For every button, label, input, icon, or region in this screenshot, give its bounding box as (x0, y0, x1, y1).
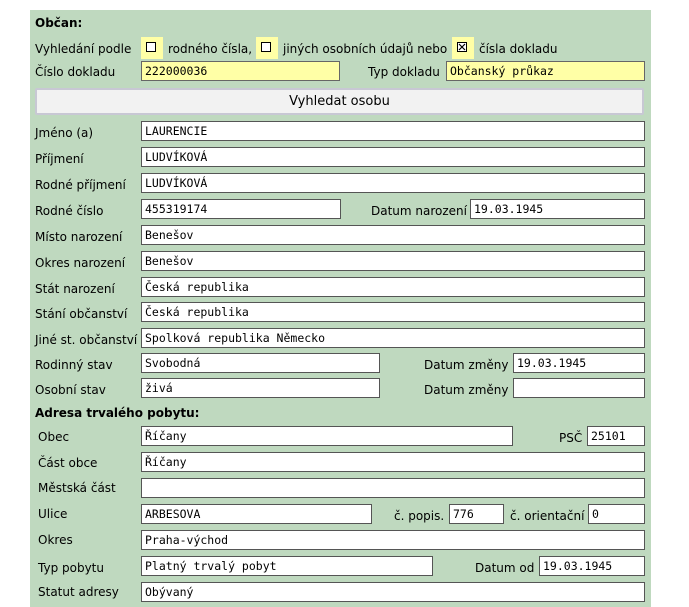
misto-narozeni-label: Místo narození (35, 230, 123, 244)
c-orient-label: č. orientační (510, 509, 585, 523)
datum-narozeni-label: Datum narození (371, 204, 467, 218)
rodne-prijmeni-label: Rodné příjmení (35, 178, 126, 192)
typ-pobytu-label: Typ pobytu (38, 561, 104, 575)
c-popis-field[interactable]: 776 (449, 504, 504, 524)
statut-adresy-field[interactable]: Obývaný (141, 582, 645, 602)
okres-field[interactable]: Praha-východ (141, 530, 645, 550)
jmeno-field[interactable]: LAURENCIE (141, 121, 645, 141)
rodne-cislo-label: Rodné číslo (35, 204, 104, 218)
stat-narozeni-field[interactable]: Česká republika (141, 277, 645, 297)
jine-obcanstvi-label: Jiné st. občanství (35, 333, 138, 347)
checkbox-cislo-dokladu[interactable] (452, 37, 474, 59)
doc-number-label: Číslo dokladu (35, 65, 116, 79)
datum-zmeny-2-field[interactable] (513, 378, 645, 398)
checkbox-cislo-dokladu-label: čísla dokladu (479, 42, 558, 56)
datum-od-field[interactable]: 19.03.1945 (539, 556, 645, 576)
okres-label: Okres (38, 533, 73, 547)
rodinny-stav-label: Rodinný stav (35, 358, 113, 372)
mestska-cast-label: Městská část (38, 481, 116, 495)
typ-pobytu-field[interactable]: Platný trvalý pobyt (141, 556, 433, 576)
misto-narozeni-field[interactable]: Benešov (141, 225, 645, 245)
jine-obcanstvi-field[interactable]: Spolková republika Německo (141, 328, 645, 348)
ulice-field[interactable]: ARBESOVA (141, 504, 372, 524)
search-person-button[interactable]: Vyhledat osobu (35, 88, 644, 115)
checkbox-jine-udaje[interactable] (256, 37, 278, 59)
doc-type-label: Typ dokladu (368, 65, 440, 79)
rodne-prijmeni-field[interactable]: LUDVÍKOVÁ (141, 173, 645, 193)
rodne-cislo-field[interactable]: 455319174 (141, 199, 341, 219)
datum-narozeni-field[interactable]: 19.03.1945 (470, 199, 645, 219)
osobni-stav-field[interactable]: živá (141, 378, 380, 398)
rodinny-stav-field[interactable]: Svobodná (141, 353, 380, 373)
psc-field[interactable]: 25101 (587, 426, 645, 446)
checkbox-box (146, 42, 156, 52)
datum-od-label: Datum od (475, 561, 535, 575)
ulice-label: Ulice (38, 507, 68, 521)
search-mode-label: Vyhledání podle (35, 42, 132, 56)
stani-obcanstvi-field[interactable]: Česká republika (141, 302, 645, 322)
checkbox-rodne-cislo-label: rodného čísla, (168, 42, 253, 56)
doc-number-field[interactable]: 222000036 (141, 61, 340, 81)
cast-obce-label: Část obce (38, 456, 98, 470)
c-orient-field[interactable]: 0 (588, 504, 645, 524)
osobni-stav-label: Osobní stav (35, 383, 106, 397)
section-header-adresa: Adresa trvalého pobytu: (35, 406, 200, 420)
c-popis-label: č. popis. (394, 509, 445, 523)
obec-label: Obec (38, 430, 70, 444)
stat-narozeni-label: Stát narození (35, 282, 115, 296)
check-mark-icon (458, 43, 466, 51)
obec-field[interactable]: Říčany (141, 426, 513, 446)
doc-type-field[interactable]: Občanský průkaz (446, 61, 645, 81)
mestska-cast-field[interactable] (141, 478, 645, 498)
checkbox-jine-udaje-label: jiných osobních údajů nebo (283, 42, 448, 56)
datum-zmeny-field[interactable]: 19.03.1945 (513, 353, 645, 373)
stani-obcanstvi-label: Stání občanství (35, 307, 128, 321)
datum-zmeny-label: Datum změny (424, 358, 509, 372)
statut-adresy-label: Statut adresy (38, 585, 119, 599)
prijmeni-label: Příjmení (35, 152, 84, 166)
prijmeni-field[interactable]: LUDVÍKOVÁ (141, 147, 645, 167)
checkbox-box (457, 42, 467, 52)
okres-narozeni-label: Okres narození (35, 256, 126, 270)
cast-obce-field[interactable]: Říčany (141, 452, 645, 472)
section-header-obcan: Občan: (35, 16, 83, 30)
jmeno-label: Jméno (a) (35, 126, 94, 140)
psc-label: PSČ (559, 431, 583, 445)
datum-zmeny-2-label: Datum změny (424, 383, 509, 397)
checkbox-rodne-cislo[interactable] (141, 37, 163, 59)
checkbox-box (261, 42, 271, 52)
okres-narozeni-field[interactable]: Benešov (141, 251, 645, 271)
